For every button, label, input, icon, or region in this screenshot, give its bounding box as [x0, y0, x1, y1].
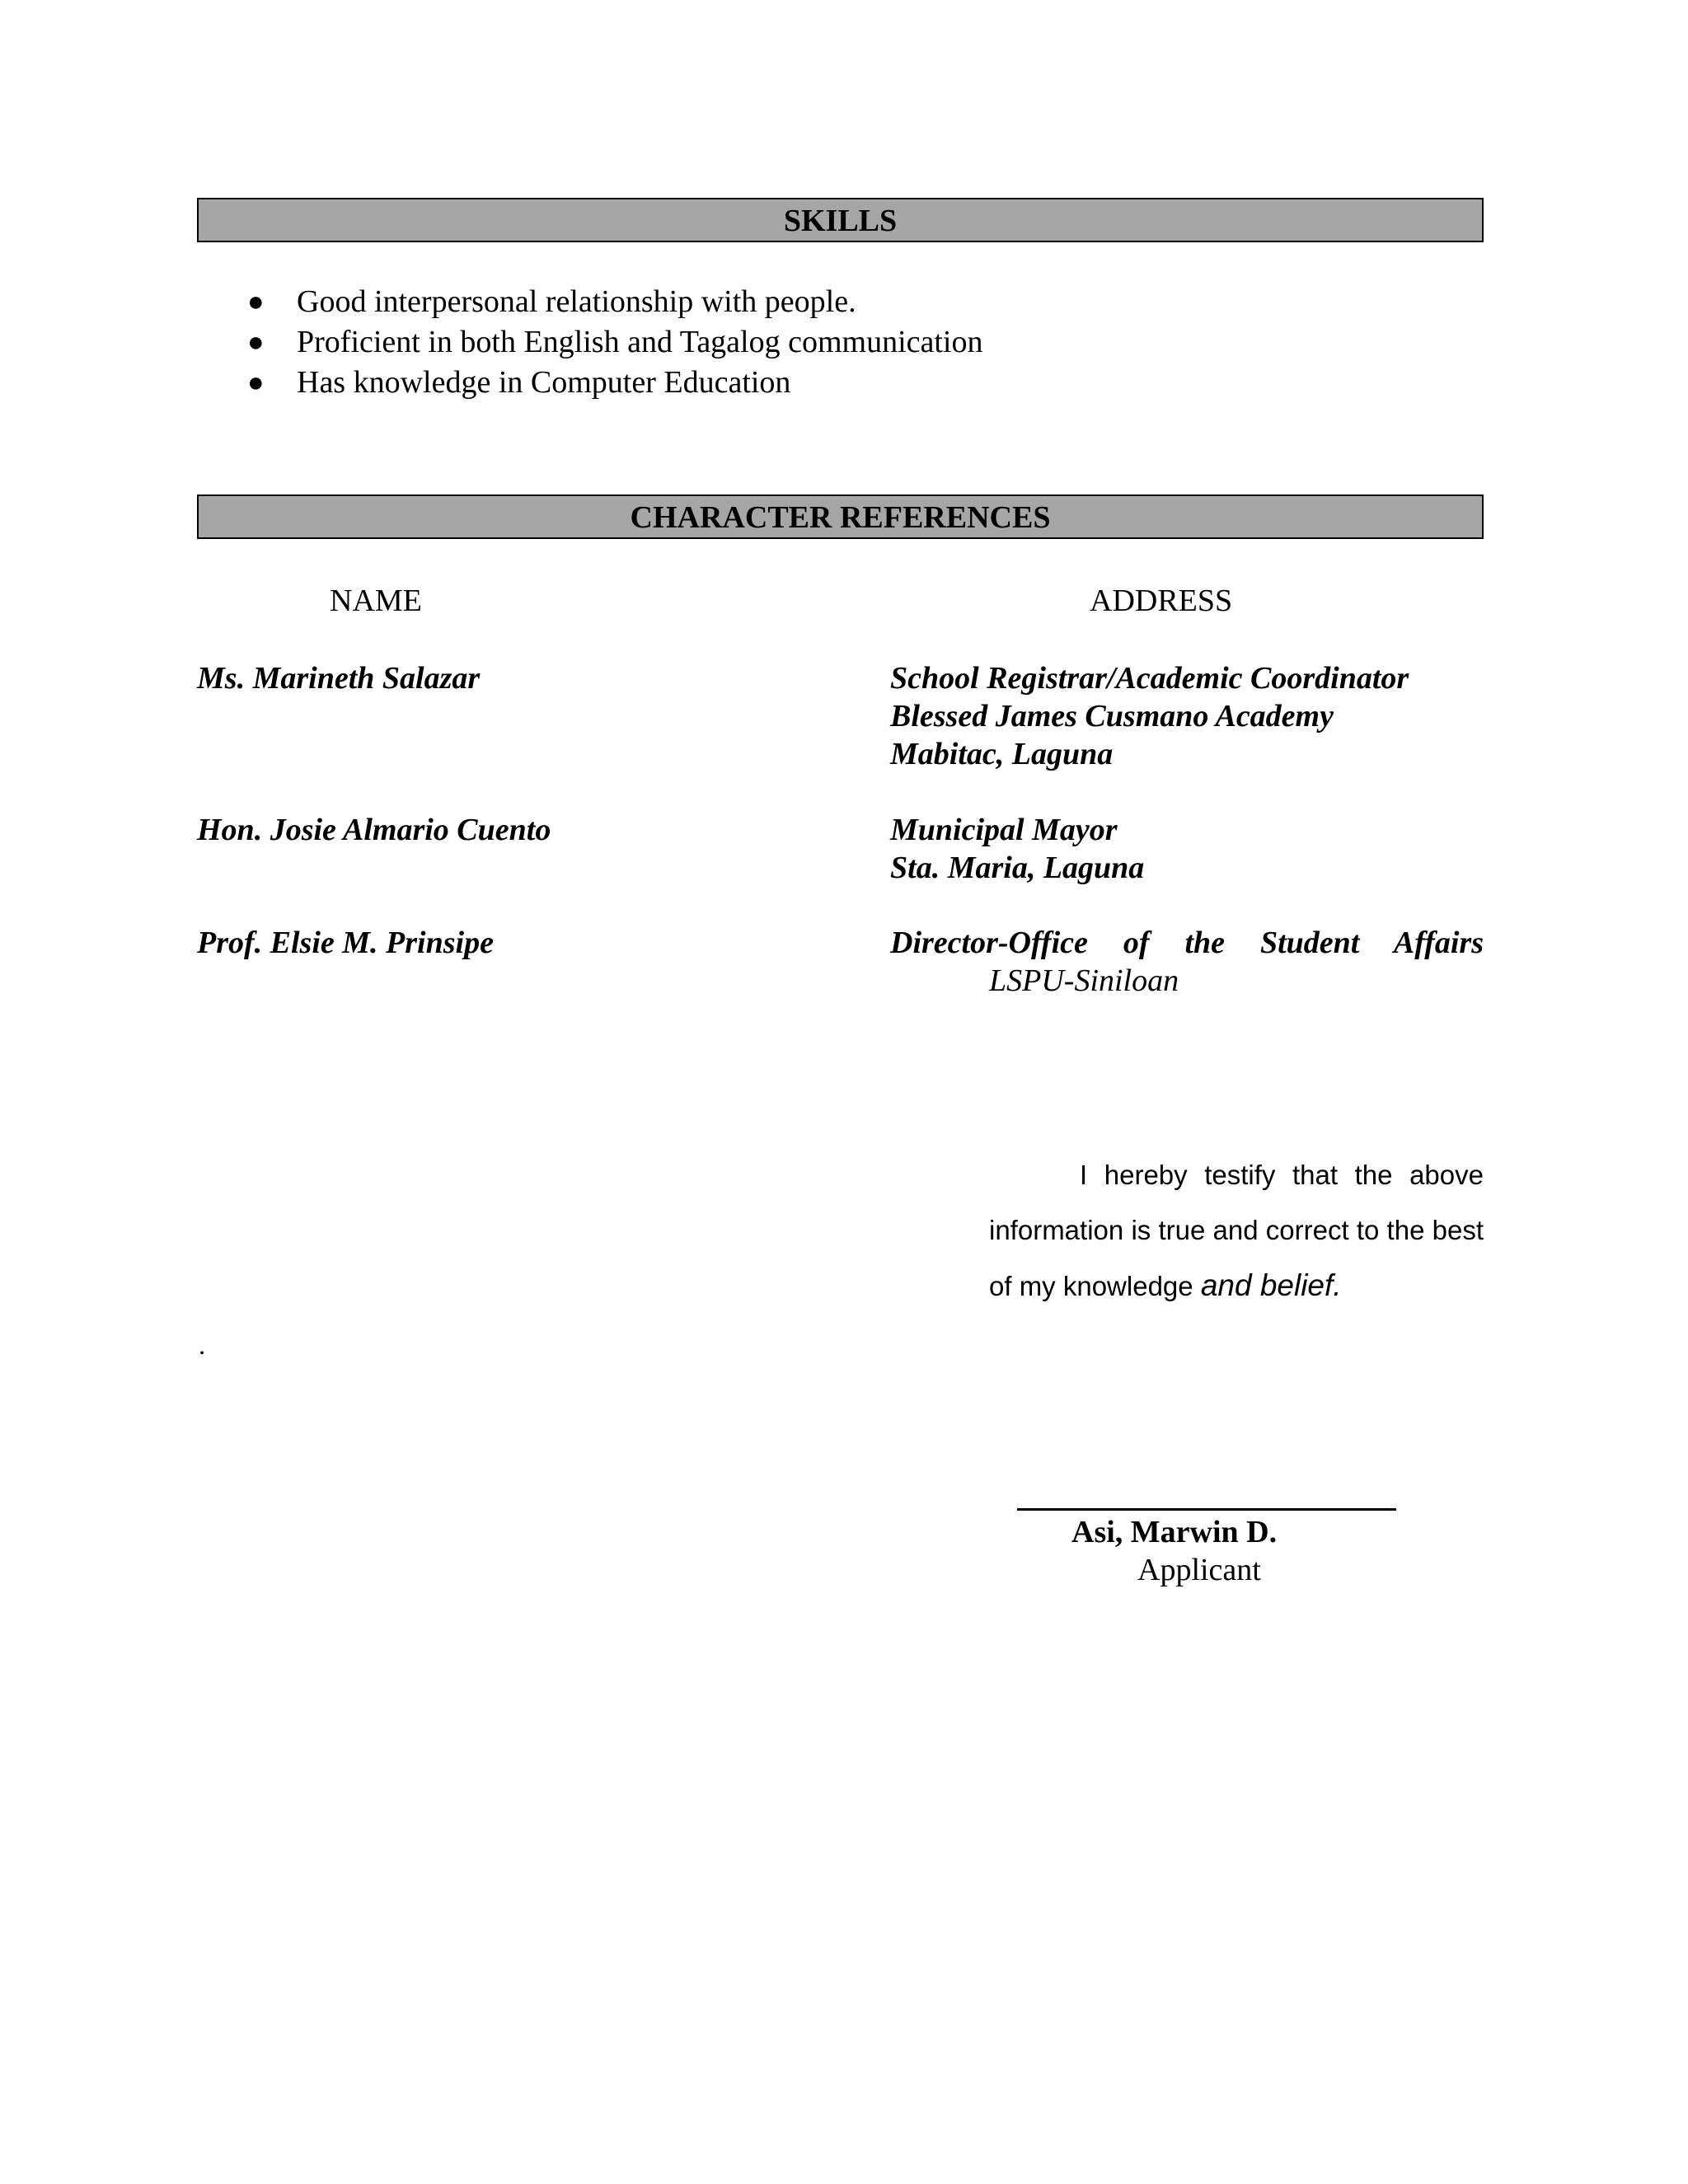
skills-heading: SKILLS — [197, 198, 1484, 242]
applicant-role: Applicant — [1137, 1553, 1261, 1587]
references-heading: CHARACTER REFERENCES — [197, 494, 1484, 539]
address-line: Sta. Maria, Laguna — [890, 851, 1145, 885]
address-line: School Registrar/Academic Coordinator — [890, 661, 1409, 696]
skill-text: Proficient in both English and Tagalog communication — [297, 325, 983, 359]
reference-address — [890, 924, 1484, 1000]
bullet-icon: ● — [247, 327, 265, 358]
testimony-emphasis: and belief. — [1200, 1268, 1342, 1302]
address-line: Director-Office of the Student Affairs — [890, 926, 1484, 960]
address-line: Municipal Mayor — [890, 813, 1118, 847]
skills-list — [247, 282, 983, 403]
list-item — [247, 282, 983, 322]
testimony-paragraph — [989, 1147, 1484, 1314]
address-line: Blessed James Cusmano Academy — [890, 699, 1334, 733]
reference-name: Ms. Marineth Salazar — [197, 661, 481, 696]
bullet-icon: ● — [247, 368, 265, 398]
list-item — [247, 322, 983, 363]
reference-address — [890, 811, 1484, 887]
signature-line — [1017, 1508, 1396, 1511]
reference-name: Prof. Elsie M. Prinsipe — [197, 926, 494, 960]
stray-mark: . — [199, 1330, 205, 1360]
skill-text: Has knowledge in Computer Education — [297, 365, 791, 400]
reference-address — [890, 659, 1484, 773]
testimony-text: I hereby testify that the above information is true and correct to the best of my knowledge — [989, 1160, 1484, 1301]
list-item — [247, 363, 983, 403]
address-line: Mabitac, Laguna — [890, 737, 1114, 771]
applicant-name: Asi, Marwin D. — [1071, 1515, 1278, 1549]
address-line: LSPU-Siniloan — [989, 963, 1179, 998]
reference-name: Hon. Josie Almario Cuento — [197, 813, 551, 847]
bullet-icon: ● — [247, 287, 265, 317]
address-column-header: ADDRESS — [1090, 583, 1233, 618]
name-column-header: NAME — [330, 583, 422, 618]
skill-text: Good interpersonal relationship with people. — [297, 284, 856, 319]
